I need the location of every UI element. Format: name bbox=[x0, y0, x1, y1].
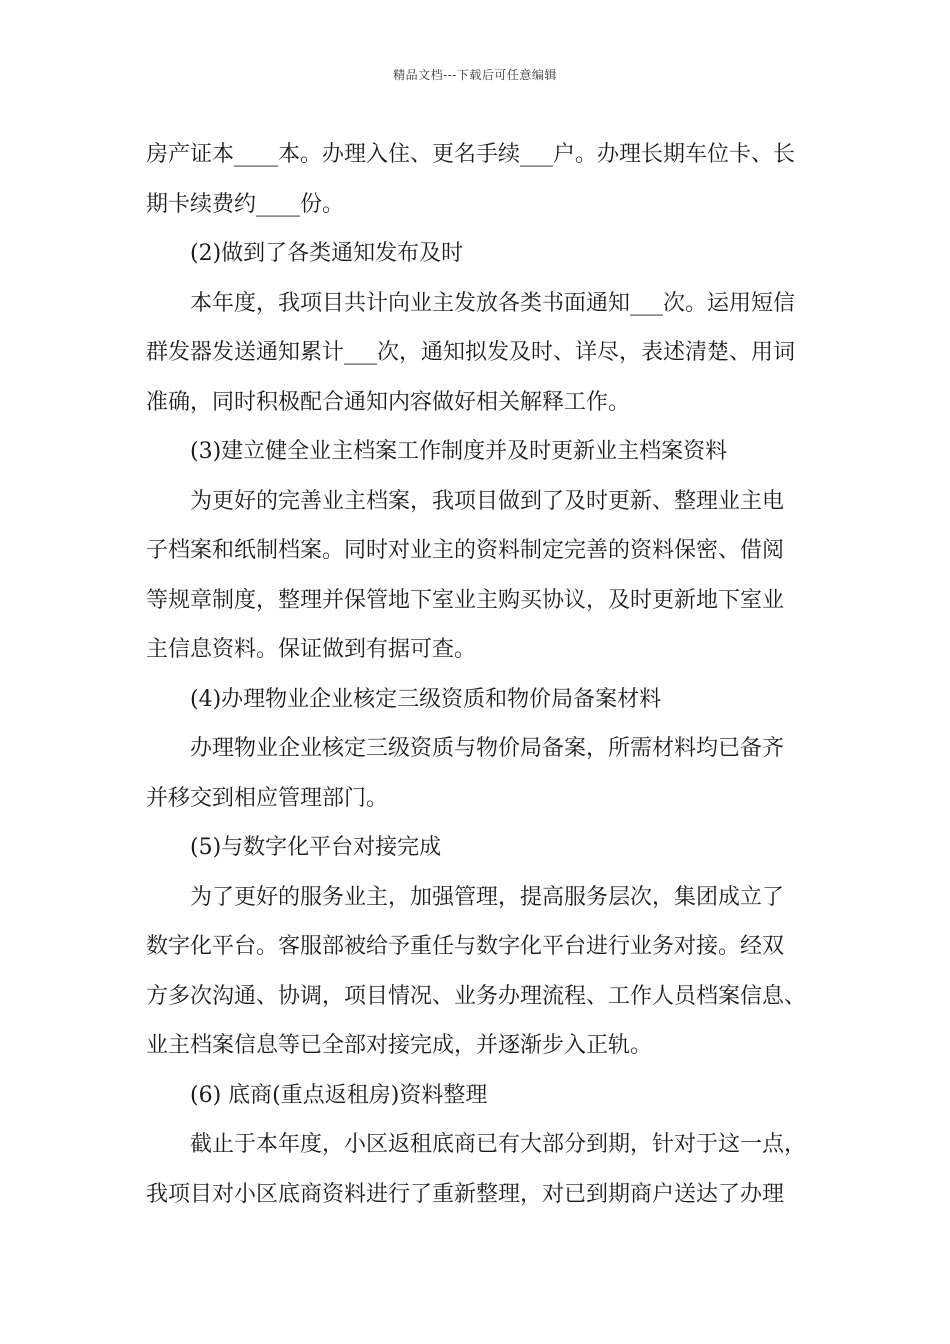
section-heading: (6) 底商(重点返租房)资料整理 bbox=[190, 1082, 488, 1108]
section-heading: (2)做到了各类通知发布及时 bbox=[190, 241, 464, 266]
body-line: 等规章制度，整理并保管地下室业主购买协议，及时更新地下室业 bbox=[146, 587, 785, 613]
body-line: 为更好的完善业主档案，我项目做到了及时更新、整理业主电 bbox=[190, 488, 785, 514]
page-header: 精品文档---下载后可任意编辑 bbox=[393, 68, 557, 82]
body-line: 截止于本年度，小区返租底商已有大部分到期，针对于这一点， bbox=[190, 1132, 807, 1157]
body-line: 本年度，我项目共计向业主发放各类书面通知___次。运用短信 bbox=[190, 290, 796, 316]
body-line: 数字化平台。客服部被给予重任与数字化平台进行业务对接。经双 bbox=[146, 934, 785, 959]
section-heading: (3)建立健全业主档案工作制度并及时更新业主档案资料 bbox=[190, 439, 728, 464]
body-line: 我项目对小区底商资料进行了重新整理，对已到期商户送达了办理 bbox=[146, 1181, 785, 1207]
body-line: 子档案和纸制档案。同时对业主的资料制定完善的资料保密、借阅 bbox=[146, 538, 785, 563]
body-line: 办理物业企业核定三级资质与物价局备案，所需材料均已备齐 bbox=[190, 736, 785, 761]
body-line: 为了更好的服务业主，加强管理，提高服务层次，集团成立了 bbox=[190, 884, 785, 910]
body-line: 准确，同时积极配合通知内容做好相关解释工作。 bbox=[146, 389, 631, 415]
section-heading: (5)与数字化平台对接完成 bbox=[190, 835, 442, 860]
body-line: 期卡续费约____份。 bbox=[146, 191, 345, 217]
body-line: 主信息资料。保证做到有据可查。 bbox=[146, 637, 477, 662]
section-heading: (4)办理物业企业核定三级资质和物价局备案材料 bbox=[190, 686, 662, 712]
body-line: 群发器发送通知累计___次，通知拟发及时、详尽，表述清楚、用词 bbox=[146, 340, 796, 365]
body-line: 房产证本____本。办理入住、更名手续___户。办理长期车位卡、长 bbox=[146, 142, 796, 167]
document-body bbox=[146, 130, 836, 1219]
body-line: 业主档案信息等已全部对接完成，并逐渐步入正轨。 bbox=[146, 1033, 653, 1058]
body-line: 方多次沟通、协调，项目情况、业务办理流程、工作人员档案信息、 bbox=[146, 983, 807, 1009]
body-line: 并移交到相应管理部门。 bbox=[146, 785, 389, 811]
